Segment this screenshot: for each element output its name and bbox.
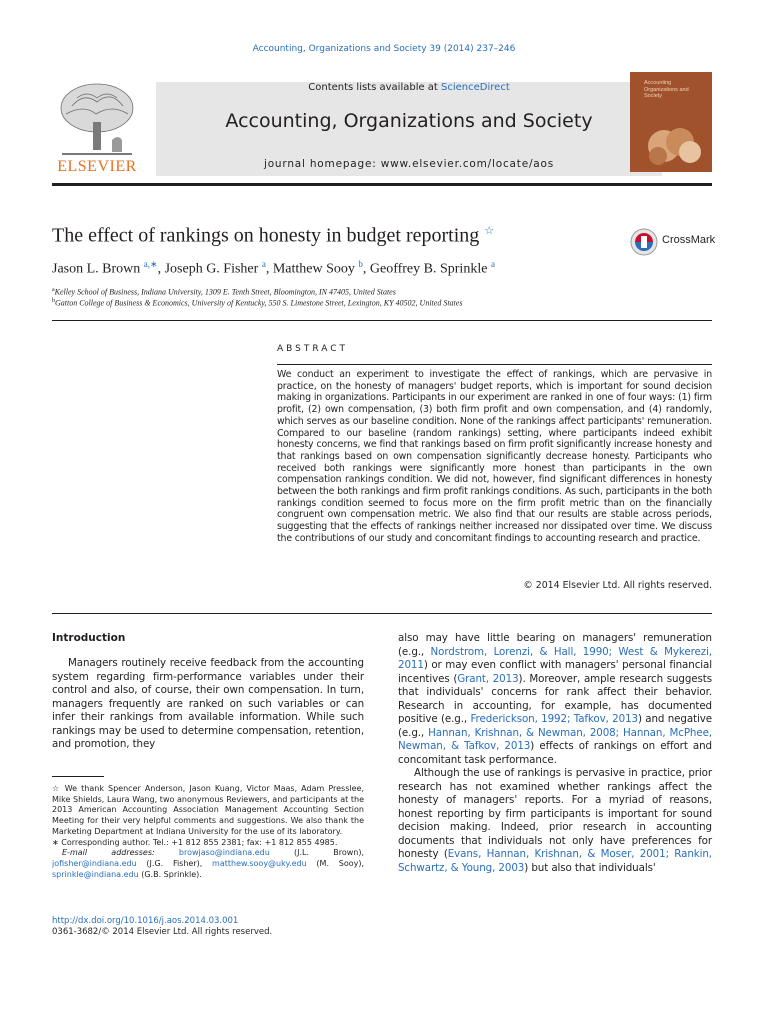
- paragraph-text: ) or may even conflict with managers' personal financial incentives (: [398, 659, 712, 685]
- author-name[interactable]: Geoffrey B. Sprinkle: [369, 261, 488, 277]
- cover-title: Accounting Organizations and Society: [644, 80, 689, 100]
- divider: [52, 320, 712, 321]
- paragraph-text: ) effects of rankings on effort and concomitant task performance.: [398, 740, 712, 766]
- email-link[interactable]: matthew.sooy@uky.edu: [212, 858, 307, 868]
- journal-reference[interactable]: Accounting, Organizations and Society 39 (2014) 237–246: [252, 44, 516, 54]
- acknowledgement-footnote: ☆ We thank Spencer Anderson, Jason Kuang, Victor Maas, Adam Presslee, Mike Shields, Laura Wang, two anonymous Reviewers, and participants at the 2013 American Accounting Association Management Accounting Section Meeting for their very helpful comments and suggestions. We also thank the Marketing Department at Indiana University for the use of its laboratory.: [52, 784, 364, 836]
- email-owner: (J.G. Fisher),: [136, 858, 213, 868]
- contents-available-line: [156, 82, 662, 93]
- citation-link[interactable]: Frederickson, 1992; Tafkov, 2013: [470, 713, 638, 725]
- homepage-prefix: journal homepage:: [263, 158, 381, 170]
- affiliation: [52, 298, 462, 308]
- author-affiliation-mark[interactable]: a: [490, 259, 495, 269]
- crossmark-icon: [630, 228, 658, 256]
- email-owner: (G.B. Sprinkle).: [138, 869, 202, 879]
- title-footnote-mark[interactable]: ☆: [484, 225, 495, 237]
- contents-prefix: Contents lists available at: [308, 82, 442, 93]
- email-footnote: [52, 848, 364, 880]
- email-link[interactable]: sprinkle@indiana.edu: [52, 869, 139, 879]
- corresponding-author-footnote: ∗ Corresponding author. Tel.: +1 812 855 2381; fax: +1 812 855 4985.: [52, 837, 338, 847]
- paragraph-text: also may have little bearing on managers' remuneration (e.g.,: [398, 632, 712, 658]
- email-owner: (M. Sooy),: [306, 858, 365, 868]
- body-paragraph: [398, 767, 712, 875]
- homepage-link[interactable]: www.elsevier.com/locate/aos: [380, 158, 555, 170]
- section-heading-introduction: Introduction: [52, 632, 126, 644]
- abstract-divider: [277, 364, 712, 365]
- affiliation-text: Gatton College of Business & Economics, University of Kentucky, 550 S. Limestone Street, Lexington, KY 40502, United States: [55, 298, 463, 308]
- affiliation-mark: a: [52, 287, 55, 293]
- journal-homepage-line: [156, 158, 662, 170]
- sciencedirect-link[interactable]: ScienceDirect: [441, 82, 510, 93]
- left-column: [52, 632, 364, 752]
- author-affiliation-mark[interactable]: b: [358, 259, 363, 269]
- journal-title: Accounting, Organizations and Society: [225, 110, 593, 132]
- article-title-text: The effect of rankings on honesty in budget reporting: [52, 224, 480, 247]
- article-title: [52, 224, 494, 248]
- citation-link[interactable]: Nordstrom, Lorenzi, & Hall, 1990; West & Mykerezi, 2011: [398, 645, 712, 671]
- affiliation-mark: b: [52, 298, 55, 304]
- abstract-copyright: © 2014 Elsevier Ltd. All rights reserved.: [523, 580, 712, 591]
- author-affiliation-mark[interactable]: a,∗: [143, 259, 158, 269]
- paragraph-text: ) and negative (e.g.,: [398, 713, 712, 739]
- footnote-divider: [52, 776, 104, 777]
- journal-cover-thumbnail[interactable]: [630, 72, 712, 172]
- citation-link[interactable]: Grant, 2013: [457, 672, 519, 685]
- issn-copyright: 0361-3682/© 2014 Elsevier Ltd. All rights reserved.: [52, 927, 273, 937]
- author-name[interactable]: Jason L. Brown: [52, 261, 141, 277]
- body-paragraph: [398, 632, 712, 767]
- author-list: Jason L. Brown $^{a,∗}$, Joseph G. Fisher $^a$, Matthew Sooy $^b$, Geoffrey B. Sprinkle $^a$: [52, 259, 495, 277]
- email-owner: (J.L. Brown),: [269, 848, 364, 858]
- citation-link[interactable]: Hannan, Krishnan, & Newman, 2008; Hannan, McPhee, Newman, & Tafkov, 2013: [398, 726, 712, 752]
- author-name[interactable]: Matthew Sooy: [272, 261, 355, 277]
- crossmark-badge[interactable]: [630, 228, 720, 256]
- header-divider: [52, 183, 712, 186]
- divider: [52, 613, 712, 614]
- right-column: [398, 632, 712, 875]
- paragraph-text: ) but also that individuals': [524, 861, 656, 874]
- author-name[interactable]: Joseph G. Fisher: [164, 261, 259, 277]
- email-link[interactable]: browjaso@indiana.edu: [178, 848, 270, 858]
- abstract-heading: ABSTRACT: [277, 344, 349, 354]
- doi-link[interactable]: http://dx.doi.org/10.1016/j.aos.2014.03.001: [52, 916, 239, 926]
- affiliation: [52, 287, 396, 297]
- doi-block: [52, 916, 272, 938]
- abstract-body: We conduct an experiment to investigate the effect of rankings, which are pervasive in practice, on the honesty of managers' budget reports, which is important for sound decision making in organizations. Participants in our experiment are ranked in one of four ways: (1) firm profit, (2) own compensation, (3) both firm profit and own compensation, and (4) randomly, which serves as our baseline condition. None of the rankings affect participants' remuneration. Compared to our baseline (random rankings) setting, where participants indeed exhibit honesty concerns, we find that rankings based on firm profit significantly increase honesty and that rankings based on own compensation significantly decrease honesty. Participants who received both rankings were significantly more honest than participants in the own compensation rankings condition. We did not, however, find significant differences in honesty between the both rankings and firm profit rankings conditions. As such, participants in the both rankings condition seemed to focus more on the firm profit metric than on the financially congruent own compensation metric. We also find that our results are stable across periods, suggesting that the effects of rankings neither increased nor dissipated over time. We discuss the contributions of our study and concomitant findings to accounting research and practice.: [277, 369, 712, 544]
- affiliation-text: Kelley School of Business, Indiana University, 1309 E. Tenth Street, Bloomington, IN 47405, United States: [54, 287, 396, 297]
- email-label: E-mail addresses:: [62, 848, 179, 858]
- crossmark-label: CrossMark: [662, 234, 716, 246]
- citation-link[interactable]: Evans, Hannan, Krishnan, & Moser, 2001; Rankin, Schwartz, & Young, 2003: [398, 848, 712, 874]
- paragraph-text: ). Moreover, ample research suggests that individuals' concerns for rank affect their behavior. Research in accounting, for example, has documented positive (e.g.,: [398, 672, 712, 725]
- journal-masthead: [52, 78, 712, 184]
- author-affiliation-mark[interactable]: a: [261, 259, 266, 269]
- body-paragraph: Managers routinely receive feedback from the accounting system regarding firm-performance variables under their control and also, of course, their own compensation. In turn, managers frequently are ranked on such variables or can infer their rankings from available information. While such rankings may be used to determine compensation, retention, and promotion, they: [52, 657, 364, 750]
- elsevier-wordmark: ELSEVIER: [57, 158, 137, 175]
- footnotes: [52, 784, 364, 880]
- email-link[interactable]: jofisher@indiana.edu: [52, 858, 137, 868]
- paragraph-text: Although the use of rankings is pervasive in practice, prior research has not examined whether rankings affect the honesty of managers' reports. For a myriad of reasons, honest reporting by firm participants is important for sound decision making. Indeed, prior research in accounting documents that individuals not only have preferences for honesty (: [398, 767, 712, 860]
